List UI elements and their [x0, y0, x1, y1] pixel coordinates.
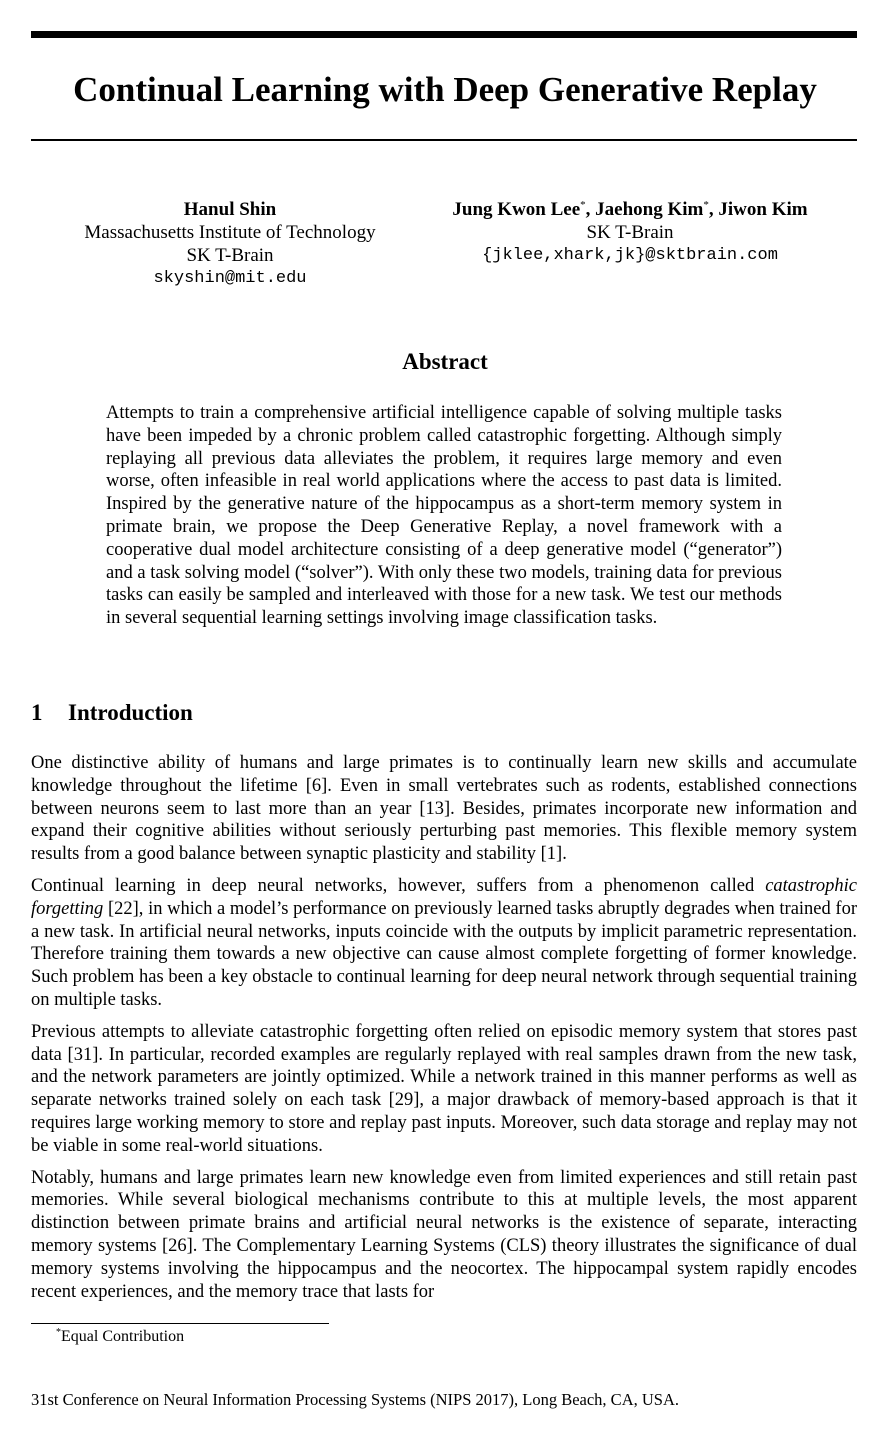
footnote-text: Equal Contribution	[61, 1328, 185, 1345]
paragraph-text: [22], in which a model’s performance on previously learned tasks abruptly degrades when trained for a new task. In artificial neural networks, inputs coincide with the outputs by implicit parametric representation. Therefore training them towards a new objective can cause almost complete forgetting of former knowledge. Such problem has been a key obstacle to continual learning for deep neural network through sequential training on multiple tasks.	[31, 898, 857, 1010]
author-affiliation: Massachusetts Institute of Technology	[84, 222, 376, 243]
conference-note: 31st Conference on Neural Information Processing Systems (NIPS 2017), Long Beach, CA, USA.	[31, 1390, 679, 1409]
author-name: Jaehong Kim	[595, 199, 704, 220]
title-rule	[31, 139, 857, 141]
paragraph	[31, 875, 857, 1012]
author-names: Jung Kwon Lee*, Jaehong Kim*, Jiwon Kim	[452, 199, 808, 220]
author-block-left	[60, 198, 400, 290]
abstract-text: Attempts to train a comprehensive artificial intelligence capable of solving multiple tasks have been impeded by a chronic problem called catastrophic forgetting. Although simply replaying all previous data alleviates the problem, it requires large memory and even worse, often infeasible in real world applications where the access to past data is limited. Inspired by the generative nature of the hippocampus as a short-term memory system in primate brain, we propose the Deep Generative Replay, a novel framework with a cooperative dual model architecture consisting of a deep generative model (“generator”) and a task solving model (“solver”). With only these two models, training data for previous tasks can easily be sampled and interleaved with those for a new task. We test our methods in several sequential learning settings involving image classification tasks.	[106, 403, 782, 629]
author-affiliation: SK T-Brain	[186, 245, 274, 266]
author-name: Jung Kwon Lee	[452, 199, 581, 220]
footnote-rule	[31, 1323, 329, 1324]
author-email: {jklee,xhark,jk}@sktbrain.com	[482, 246, 778, 265]
author-affiliation: SK T-Brain	[586, 222, 674, 243]
author-email: skyshin@mit.edu	[153, 269, 307, 288]
author-name: Hanul Shin	[183, 199, 277, 220]
author-block-right	[430, 198, 830, 267]
equal-contribution-mark: *	[580, 199, 586, 211]
top-rule	[31, 31, 857, 38]
section-number: 1	[31, 700, 43, 725]
author-name: Jiwon Kim	[718, 199, 808, 220]
paragraph: One distinctive ability of humans and large primates is to continually learn new skills and accumulate knowledge throughout the lifetime [6]. Even in small vertebrates such as rodents, established connections between neurons seem to last more than an year [13]. Besides, primates incorporate new information and expand their cognitive abilities without seriously perturbing past memories. This flexible memory system results from a good balance between synaptic plasticity and stability [1].	[31, 753, 857, 865]
section-heading	[31, 698, 193, 728]
paper-title: Continual Learning with Deep Generative Replay	[73, 70, 817, 109]
section-title: Introduction	[68, 700, 193, 725]
equal-contribution-mark: *	[703, 199, 709, 211]
paragraph-text: Continual learning in deep neural networks, however, suffers from a phenomenon called	[31, 875, 766, 896]
footnote	[56, 1327, 184, 1347]
body-text	[31, 752, 857, 1312]
footnote-mark: *	[56, 1327, 61, 1338]
emphasis-term: catastrophic forgetting	[31, 875, 857, 919]
paragraph: Notably, humans and large primates learn new knowledge even from limited experiences and still retain past memories. While several biological mechanisms contribute to this at multiple levels, the most apparent distinction between primate brains and artificial neural networks is the existence of separate, interacting memory systems [26]. The Complementary Learning Systems (CLS) theory illustrates the significance of dual memory systems involving the hippocampus and the neocortex. The hippocampal system rapidly encodes recent experiences, and the memory trace that lasts for	[31, 1167, 857, 1302]
paragraph: Previous attempts to alleviate catastrophic forgetting often relied on episodic memory system that stores past data [31]. In particular, recorded examples are regularly replayed with real samples drawn from the new task, and the network parameters are jointly optimized. While a network trained in this manner performs as well as separate networks trained solely on each task [29], a major drawback of memory-based approach is that it requires large working memory to store and replay past inputs. Moreover, such data storage and replay may not be viable in some real-world situations.	[31, 1021, 857, 1156]
abstract-heading: Abstract	[402, 349, 488, 374]
